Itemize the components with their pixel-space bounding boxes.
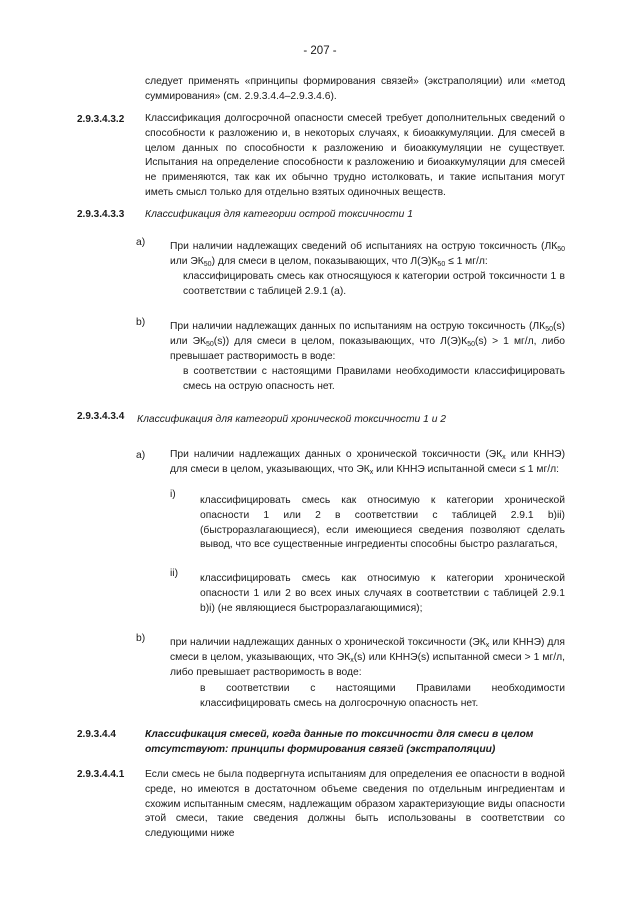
acute-item-a-text: При наличии надлежащих сведений об испытаниях на острую токсичность ($ЛК_{50}$ или $ЭК_{50}$) для смеси в целом, показывающих, что $Л(Э)К_{50} \le 1$ мг/л: [170,241,565,268]
acute-item-b-text: При наличии надлежащих данных по испытаниям на острую токсичность ($ЛК_{50}(s)$ или $ЭК_{50}(s)$) для смеси в целом, показывающих, что $Л(Э)К_{50}(s) > 1$ мг/л, либо превышает растворимость в воде: [170,321,565,362]
section-number-2-9-3-4-3-3: 2.9.3.4.3.3 [77,209,125,220]
section-number-2-9-3-4-3-2: 2.9.3.4.3.2 [77,114,125,125]
item-b-letter: b) [136,633,146,644]
acute-item-b-result: в соответствии с настоящими Правилами необходимости классифицировать смесь на острую опасность нет. [183,366,565,392]
subitem-ii-label: ii) [170,568,179,579]
intro-paragraph: следует применять «принципы формирования связей» (экстраполяции) или «метод суммирования» (см. 2.9.3.4.4–2.9.3.4.6). [145,76,565,102]
item-a-letter: a) [136,450,146,461]
section-2-9-3-4-4-title: Классификация смесей, когда данные по токсичности для смеси в целом отсутствуют: принципы формирования связей (экстраполяции) [145,729,534,755]
section-number-2-9-3-4-4-1: 2.9.3.4.4.1 [77,769,125,780]
subitem-i-text: классифицировать смесь как относимую к категории хронической опасности 1 или 2 в соответствии с таблицей 2.9.1 b)ii) (быстроразлагающиеся), если имеющиеся сведения позволяют сделать вывод, что все существенные ингредиенты способны быстро разлагаться, [200,495,565,551]
section-number-2-9-3-4-4: 2.9.3.4.4 [77,729,116,740]
section-2-9-3-4-3-2-text: Классификация долгосрочной опасности смесей требует дополнительных сведений о способности к разложению и, в некоторых случаях, к биоаккумуляции. Для смесей в целом данных по способности к разложению и биоаккумуляции не существует. Испытания на определение способности к разложению и биоаккумуляции для смесей не применяются, так как их обычно трудно истолковать, и такие испытания могут иметь смысл только для отдельно взятых одиночных веществ. [145,113,565,198]
chronic-item-b-text: при наличии надлежащих данных о хронической токсичности ($ЭК_x$ или КННЭ) для смеси в целом, указывающих, что $ЭК_x(s)$ или КННЭ(s) испытанной смеси > 1 мг/л, либо превышает растворимость в воде: [170,637,566,678]
chronic-item-b-result: в соответствии с настоящими Правилами необходимости классифицировать смесь на долгосрочную опасность нет. [200,683,565,709]
subitem-ii-text: классифицировать смесь как относимую к категории хронической опасности 1 или 2 во всех иных случаях в соответствии с таблицей 2.9.1 b)i) (не являющиеся быстроразлагающимися); [200,573,565,614]
page-number: - 207 - [303,45,337,57]
subitem-i-label: i) [170,489,176,500]
chronic-item-a-text: При наличии надлежащих данных о хронической токсичности ($ЭК_x$ или КННЭ) для смеси в целом, указывающих, что $ЭК_x$ или КННЭ испытанной смеси ≤ 1 мг/л: [170,449,565,476]
section-2-9-3-4-3-3-title: Классификация для категории острой токсичности 1 [145,209,413,220]
section-2-9-3-4-3-4-title: Классификация для категорий хронической токсичности 1 и 2 [137,414,447,425]
acute-item-a-result: классифицировать смесь как относящуюся к категории острой токсичности 1 в соответствии с таблицей 2.9.1 (a). [183,271,565,297]
item-b-letter: b) [136,317,146,328]
item-a-letter: a) [136,237,146,248]
section-2-9-3-4-4-1-text: Если смесь не была подвергнута испытаниям для определения ее опасности в водной среде, но имеются в достаточном объеме сведения по отдельным ингредиентам и схожим испытанным смесям, надлежащим образом характеризующие виды опасности этой смеси, такие сведения должны быть использованы в соответствии со следующими ниже [145,769,565,840]
section-number-2-9-3-4-3-4: 2.9.3.4.3.4 [77,411,125,422]
